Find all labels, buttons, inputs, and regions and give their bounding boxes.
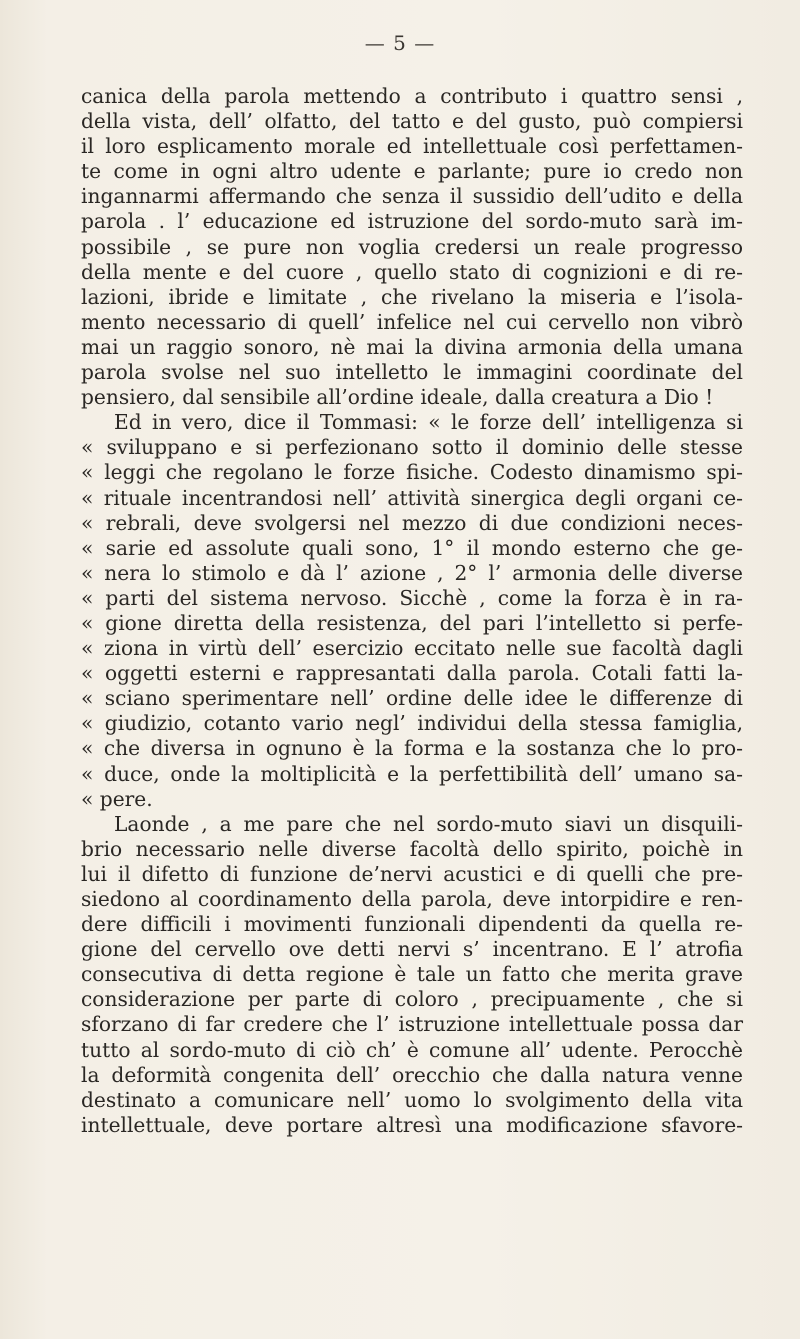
text-line: lazioni, ibride e limitate , che rivelano la miseria e l’isola- (81, 284, 743, 309)
text-line: considerazione per parte di coloro , precipuamente , che si (81, 987, 743, 1012)
text-line: te come in ogni altro udente e parlante; pure io credo non (81, 159, 743, 184)
text-line: « oggetti esterni e rappresantati dalla parola. Cotali fatti la- (81, 661, 743, 686)
text-line: intellettuale, deve portare altresì una modificazione sfavore- (81, 1112, 743, 1137)
text-line: lui il difetto di funzione de’nervi acustici e di quelli che pre- (81, 861, 743, 886)
text-line: della mente e del cuore , quello stato di cognizioni e di re- (81, 259, 743, 284)
text-line: « duce, onde la moltiplicità e la perfettibilità dell’ umano sa- (81, 761, 743, 786)
text-line: « nera lo stimolo e dà l’ azione , 2° l’ armonia delle diverse (81, 560, 743, 585)
text-line: consecutiva di detta regione è tale un fatto che merita grave (81, 962, 743, 987)
text-line: brio necessario nelle diverse facoltà dello spirito, poichè in (81, 836, 743, 861)
text-line: Laonde , a me pare che nel sordo-muto siavi un disquili- (114, 811, 743, 836)
text-line: « ziona in virtù dell’ esercizio eccitato nelle sue facoltà dagli (81, 636, 743, 661)
text-line: mento necessario di quell’ infelice nel cui cervello non vibrò (81, 309, 743, 334)
text-line: « gione diretta della resistenza, del pari l’intelletto si perfe- (81, 610, 743, 635)
text-line: pensiero, dal sensibile all’ordine ideale, dalla creatura a Dio ! (81, 385, 714, 410)
text-line: destinato a comunicare nell’ uomo lo svolgimento della vita (81, 1087, 743, 1112)
text-line: della vista, dell’ olfatto, del tatto e del gusto, può compiersi (81, 109, 743, 134)
text-line: parola svolse nel suo intelletto le immagini coordinate del (81, 360, 743, 385)
text-line: Ed in vero, dice il Tommasi: « le forze dell’ intelligenza si (114, 410, 743, 435)
paragraph (81, 84, 743, 410)
text-line: gione del cervello ove detti nervi s’ incentrano. E l’ atrofia (81, 937, 743, 962)
text-line: « rebrali, deve svolgersi nel mezzo di due condizioni neces- (81, 510, 743, 535)
text-line: canica della parola mettendo a contributo i quattro sensi , (81, 84, 743, 108)
page-number: — 5 — (364, 31, 436, 55)
text-line: « giudizio, cotanto vario negl’ individui della stessa famiglia, (81, 711, 743, 736)
text-line: « pere. (81, 786, 153, 811)
text-line: il loro esplicamento morale ed intellettuale così perfettamen- (81, 134, 743, 159)
paragraph (81, 410, 743, 812)
text-line: « parti del sistema nervoso. Sicchè , come la forza è in ra- (81, 585, 743, 610)
text-line: ingannarmi affermando che senza il sussidio dell’udito e della (81, 184, 743, 209)
text-line: « sciano sperimentare nell’ ordine delle idee le differenze di (81, 686, 743, 711)
text-line: possibile , se pure non voglia credersi un reale progresso (81, 234, 743, 259)
text-line: « che diversa in ognuno è la forma e la sostanza che lo pro- (81, 736, 743, 761)
text-line: parola . l’ educazione ed istruzione del sordo-muto sarà im- (81, 209, 743, 234)
text-line: tutto al sordo-muto di ciò ch’ è comune all’ udente. Perocchè (81, 1037, 743, 1062)
text-line: dere difficili i movimenti funzionali dipendenti da quella re- (81, 912, 743, 937)
body-text (81, 84, 743, 1138)
paragraph (81, 812, 743, 1138)
text-line: mai un raggio sonoro, nè mai la divina armonia della umana (81, 334, 743, 359)
text-line: « sviluppano e si perfezionano sotto il dominio delle stesse (81, 435, 743, 460)
text-line: siedono al coordinamento della parola, deve intorpidire e ren- (81, 887, 743, 911)
text-line: « sarie ed assolute quali sono, 1° il mondo esterno che ge- (81, 535, 743, 560)
text-line: la deformità congenita dell’ orecchio che dalla natura venne (81, 1062, 743, 1087)
text-line: sforzano di far credere che l’ istruzione intellettuale possa dar (81, 1012, 743, 1037)
text-line: « leggi che regolano le forze fisiche. Codesto dinamismo spi- (81, 460, 743, 485)
text-line: « rituale incentrandosi nell’ attività sinergica degli organi ce- (81, 485, 743, 510)
